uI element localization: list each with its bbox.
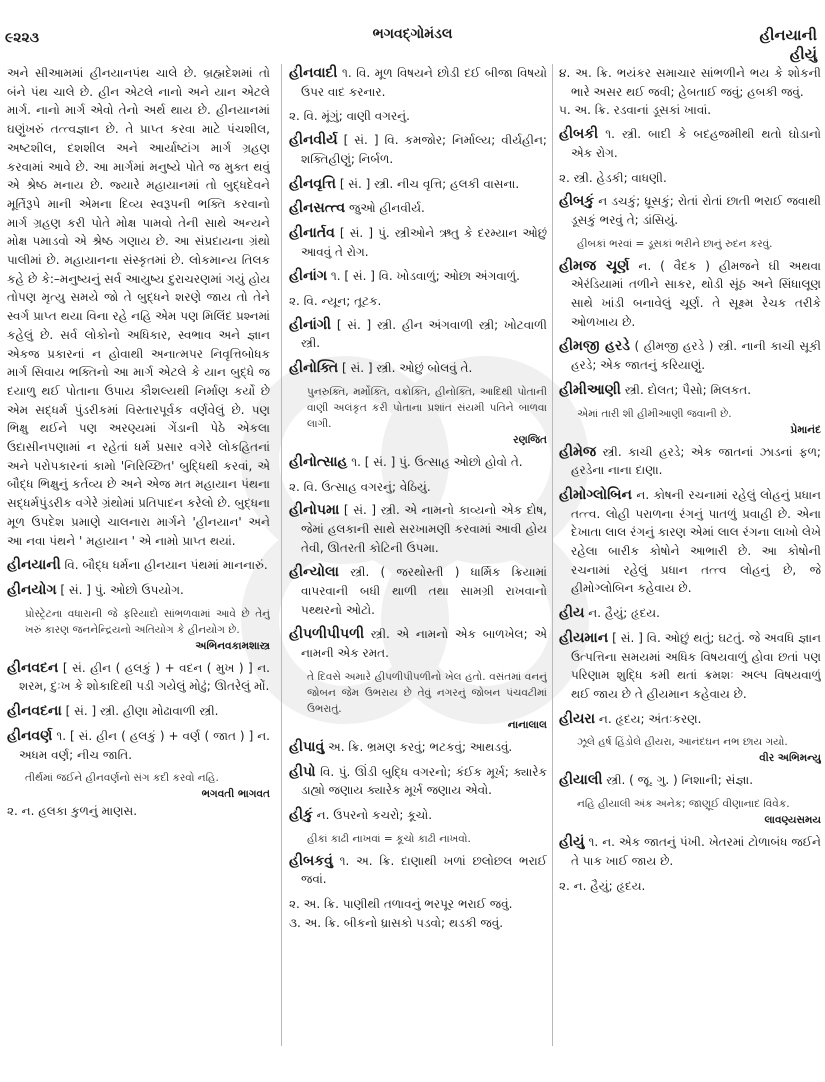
definition: [ સં. ] પું. ઓછો ઉપયોગ. — [60, 582, 184, 597]
definition: ન. હૈયું; હૃદય. — [588, 606, 660, 621]
headword: હીબકી — [559, 126, 599, 143]
definition: ૧. [ સં. ] પું. ઉત્સાહ ઓછો હોવો તે. — [351, 454, 523, 469]
definition: ન. ( વૈદક ) હીમજને ઘી અથવા એરંડિયામાં તળીને સાકર, થોડી સૂંઠ અને સિંધાલૂણ સાથે ખાંડી બનાવેલું ચૂર્ણ. તે સૂક્ષ્મ રેચક તરીકે ઓળખાય છે. — [571, 258, 821, 329]
usage-quote: તીર્થમાં જઈને હીનવર્ણનો સંગ કદી કરવો નહિ. — [25, 772, 219, 785]
dictionary-entry — [289, 175, 547, 194]
entry-line — [289, 224, 547, 261]
guide-word-first: હીનયાની — [759, 26, 817, 44]
sense: ૪. અ. ક્રિ. ભયંકર સમાચાર સાંભળીને ભય કે શોકની ભારે અસર થઈ જવી; હેબતાઈ જવું; હબકી જવું. — [559, 66, 821, 99]
sense: ૩. અ. ક્રિ. બીકનો ધ્રાસકો પડવો; થડકી જવું. — [289, 915, 504, 930]
headword: હીમીઆણી — [559, 381, 621, 398]
dictionary-entry — [289, 224, 547, 261]
dictionary-entry — [559, 710, 821, 767]
dictionary-entry — [559, 629, 821, 704]
headword: હીનવદના — [7, 703, 62, 720]
dictionary-entry — [289, 625, 547, 732]
entry-line — [7, 581, 270, 600]
definition: જુઓ હીનવીર્ય. — [348, 201, 425, 216]
entry-line — [289, 852, 547, 889]
dictionary-entry — [559, 125, 821, 187]
sense: ૨. વિ. ન્યૂન; તૂટક. — [289, 294, 382, 309]
headword: હીનયાની — [7, 557, 61, 574]
definition: ન. કોષની રચનામાં રહેલું લોહનું પ્રધાન તત્ત્વ. લોહી પરાળના રંગનું પાતળું પ્રવાહી છે. એના દેખાતા લાલ રંગનું કારણ એમાં લાલ રંગના લાખો લેખે રહેલા બારીક કોષોને આભારી છે. આ કોષોની રચનામાં રહેલું પ્રધાન તત્ત્વ લોહનું છે, જે હીમોગ્લોબિન કહેવાય છે. — [571, 487, 821, 596]
entry-line — [289, 359, 547, 378]
usage-quote: હીકાં કાઢી નાખવાં = કૂચો કાઢી નાખવો. — [307, 832, 471, 845]
headword: હીયું — [559, 834, 585, 851]
headword: હીકું — [289, 806, 313, 823]
usage-quote: નહિ હીયાલી અંક અનેક; જાણૂઈ વીણાનાદ વિવેક. — [577, 798, 790, 811]
entry-line — [559, 443, 821, 480]
entry-line — [289, 175, 547, 194]
definition: અ. ક્રિ. ભ્રમણ કરવું; ભટકવું; આથડવું. — [328, 739, 513, 754]
headword: હીનોક્તિ — [289, 360, 339, 377]
headword: હીપો — [289, 763, 316, 780]
dictionary-entry — [559, 337, 821, 374]
dictionary-entry — [559, 192, 821, 251]
headword: હીયમાન — [559, 629, 609, 646]
entry-line — [289, 806, 547, 825]
guide-word-last: હીયું — [789, 45, 817, 63]
dictionary-columns — [0, 64, 825, 1074]
definition: વિ. બૌદ્ધ ધર્મના હીનયાન પંથમાં માનનારું. — [64, 558, 268, 573]
headword: હીનવદન — [7, 659, 59, 676]
usage-quote: ઝૂલે હર્ષ હિંડોલે હીયરા, આનંદઘન નભ છાય ગયો. — [577, 736, 788, 749]
headword: હીનાર્તવ — [289, 224, 335, 241]
usage-quote: એમાં તારી શી હીમીઆણી જવાની છે. — [577, 407, 732, 420]
entry-line — [559, 771, 821, 790]
headword: હીનાંગ — [289, 268, 328, 285]
definition: ૧. ન. એક જાતનું પંખી. ખેતરમાં ટોળાબંધ જઈને તે પાક ખાઈ જાય છે. — [571, 835, 821, 868]
definition: [ સં. હીન ( હલકું ) + વદન ( મુખ ) ] ન. શરમ, દુઃખ કે શોકાદિથી પડી ગયેલું મોઢું; ઊતરેલું મોં. — [19, 660, 270, 694]
usage-quote: પ્રોસ્ટ્રેટના વધારાની જે ફરિયાદો સાંભળવામાં આવે છે તેનું ખરું કારણ જનનેન્દ્રિયનો અતિયોગ કે હીનયોગ છે. — [25, 607, 270, 636]
dictionary-entry — [559, 771, 821, 828]
headword: હીન્યોલા — [289, 564, 339, 581]
definition: ૧. [ સં. ] વિ. ખોડવાળું; ઓછા અંગવાળું. — [330, 269, 520, 284]
definition: સ્ત્રી. કાચી હરડે; એક જાતનાં ઝાડનાં ફળ; હરડેના નાના દાણા. — [571, 444, 821, 478]
sense: ૨. ન. હૈયું; હૃદય. — [559, 878, 646, 893]
headword: હીનાંગી — [289, 316, 332, 333]
headword: હીનોત્સાહ — [289, 453, 348, 470]
dictionary-entry — [289, 199, 547, 218]
definition: સ્ત્રી. દોલત; પૈસો; મિલકત. — [624, 382, 752, 397]
usage-quote: પુનરુક્તિ, મર્મોક્તિ, વક્રોક્તિ, હીનોક્તિ, આદિથી પોતાની વાણી અલંકૃત કરી પોતાના પ્રશાંત સંયમી પતિને બાળવા લાગી. — [307, 385, 547, 430]
dictionary-entry — [559, 64, 821, 120]
definition: [ સં. ] સ્ત્રી. હીણા મોઢાવાળી સ્ત્રી. — [65, 704, 219, 719]
entry-line — [559, 629, 821, 704]
headword: હીમજ ચૂર્ણ — [559, 257, 630, 274]
quote-source: રણજિત — [513, 433, 547, 446]
entry-line — [559, 337, 821, 374]
headword: હીયરા — [559, 710, 596, 727]
continuation-paragraph: અને સીઆમમાં હીનયાનપંથ ચાલે છે. બ્રહ્મદેશમાં તો બંને પંથ ચાલે છે. હીન એટલે નાનો અને યાન એટલે માર્ગ. નાનો માર્ગ એવો તેનો અર્થ થાય છે. હીનયાનમાં ઘણુંખરું તત્ત્વજ્ઞાન છે. તે પ્રાપ્ત કરવા માટે પંચશીલ, અષ્ટશીલ, દશશીલ અને આર્યાષ્ટાંગ માર્ગ ગ્રહણ કરવામાં આવે છે. આ માર્ગમાં મનુષ્યે પોતે જ મુક્ત થવું એ શ્રેષ્ઠ મનાય છે. જ્યારે મહાયાનમાં તો બુદ્ધદેવને મૂર્તિરૂપે માની એમના દિવ્ય સ્વરૂપની ભક્તિ કરવાનો માર્ગ ગ્રહણ કરી પોતે મોક્ષ પામવો તેની સાથે અન્યને મોક્ષ પમાડવો એ શ્રેષ્ઠ ગણાય છે. આ સંપ્રદાયના ગ્રંથો પાલીમાં છે. મહાયાનના સંસ્કૃતમાં છે. લોકમાન્ય તિલક કહે છે કે:–મનુષ્યનું સર્વ આયુષ્ય દુરાચરણમાં ગયું હોય તોપણ મૃત્યુ સમયે જો તે બુદ્ધને શરણે જાય તો તેને સ્વર્ગ પ્રાપ્ત થયા વિના રહે નહિ એમ પણ મિલિંદ પ્રશ્નમાં કહેલું છે. સર્વ લોકોનો અધિકાર, સ્વભાવ અને જ્ઞાન એકજ પ્રકારનાં ન હોવાથી અનાત્મપર નિવૃત્તિબોધક માર્ગ સિવાય ભક્તિનો આ માર્ગ એટલે કે યાન બુદ્ધે જ દયાળુ થઈ પોતાના ઉપાય કૌશલ્યથી નિર્માણ કર્યો છે એમ સદ્ધર્મ પુંડરીકમાં વિસ્તારપૂર્વક વર્ણવેલું છે. પણ ભિક્ષુ થઈને પણ અરણ્યમાં ગેંડાની પેઠે એકલા ઉદાસીનપણામાં ન રહેતાં ધર્મ પ્રસાર વગેરે લોકહિતનાં અને પરોપકારનાં કામો 'નિરિચ્છિત' બુદ્ધિથી કરવાં, એ બૌદ્ધ ભિક્ષુનું કર્તવ્ય છે અને એજ મત મહાયાન પંથના સદ્ધર્મપુંડરીક વગેરે ગ્રંથોમાં પ્રતિપાદન કરેલો છે. બુદ્ધના મૂળ ઉપદેશ પ્રમાણે ચાલનારા માર્ગને 'હીનયાન' અને આ નવા પંથને ' મહાયાન ' એ નામો પ્રાપ્ત થયાં. — [7, 66, 270, 548]
definition: ન. હૃદય; અંતઃકરણ. — [598, 711, 702, 726]
definition: ૧. [ સં. હીન ( હલકું ) + વર્ણ ( જાત ) ] ન. અધમ વર્ણ; નીચ જાતિ. — [19, 728, 270, 762]
definition: [ સં. ] સ્ત્રી. હીન અંગવાળી સ્ત્રી; ખોટવાળી સ્ત્રી. — [301, 317, 547, 351]
quote-source: લાવણ્યસમય — [764, 814, 821, 827]
entry-line — [289, 453, 547, 472]
definition: [ સં. ] સ્ત્રી. એ નામનો કાવ્યનો એક દોષ, જેમાં હલકાની સાથે સરખામણી કરવામાં આવી હોય તેવી, ઊતરતી કોટિની ઉપમા. — [301, 503, 547, 555]
definition: [ સં. ] પું. સ્ત્રીઓને ઋતુ કે દરમ્યાન ઓછું આવવું તે રોગ. — [301, 225, 547, 259]
entry-line — [7, 556, 270, 575]
column-left — [7, 64, 270, 1074]
entry-line — [559, 710, 821, 729]
guide-words — [759, 26, 817, 64]
dictionary-entry — [289, 316, 547, 353]
dictionary-entry — [559, 443, 821, 480]
usage-quote: તે દિવસે અમારે હીપળીપીપળીનો ખેલ હતો. વસંતમાં વનનું જોબન જેમ ઉભરાય છે તેવું નગરનું જોબન પંચવટીમાં ઉભરાતું. — [307, 670, 547, 715]
sense: ૨. સ્ત્રી. હેડકી; વાધણી. — [559, 170, 667, 185]
entry-line — [289, 738, 547, 757]
dictionary-entry — [559, 486, 821, 598]
dictionary-entry — [289, 131, 547, 168]
definition: સ્ત્રી. ( જરથોસ્તી ) ધાર્મિક ક્રિયામાં વાપરવાની બધી થાળી તથા સામગ્રી રાખવાનો પથ્થરનો ઓટો. — [301, 565, 547, 617]
running-title: ભગવદ્ગોમંડલ — [372, 26, 453, 42]
definition: ૧. વિ. મૂળ વિષયને છોડી દઈ બીજા વિષયો ઉપર વાદ કરનાર. — [301, 66, 547, 99]
dictionary-entry — [289, 852, 547, 933]
dictionary-entry — [289, 563, 547, 619]
entry-line — [7, 727, 270, 764]
entry-line — [559, 833, 821, 870]
definition: ૧. અ. ક્રિ. દાણાથી ખળાં છલોછલ ભરાઈ જવાં. — [301, 853, 547, 887]
headword: હીનવૃત્તિ — [289, 175, 336, 192]
dictionary-entry — [7, 581, 270, 654]
definition: [ સં. ] વિ. કમજોર; નિર્માલ્ય; વીર્યહીન; શક્તિહીણું; નિર્બળ. — [301, 133, 547, 166]
entry-line — [289, 64, 547, 101]
quote-source: ભગવતી ભાગવત — [201, 788, 270, 801]
entry-line — [289, 625, 547, 662]
headword: હીનવાદી — [289, 65, 338, 81]
entry-line — [559, 125, 821, 162]
dictionary-entry — [559, 833, 821, 895]
entry-line — [289, 131, 547, 168]
dictionary-entry — [289, 763, 547, 800]
headword: હીનસત્ત્વ — [289, 200, 346, 217]
quote-source: પ્રેમાનંદ — [790, 423, 821, 436]
column-middle — [283, 64, 547, 1074]
headword: હીમજી હરડે — [559, 338, 630, 355]
quote-source: નાનાલાલ — [507, 718, 547, 731]
dictionary-entry — [289, 738, 547, 757]
definition: [ સં. ] વિ. ઓછું થતું; ઘટતું. જે અવધિ જ્ઞાન ઉત્પત્તિના સમયમાં અધિક વિષયવાળું હોવા છતાં પણ પરિણામ શુદ્ધિ કમી થતાં ક્રમશઃ અલ્પ વિષયવાળું થઈ જાય છે તે હીયમાન કહેવાય છે. — [571, 630, 821, 701]
quote-source: અભિનવકામશાસ્ત્ર — [195, 639, 270, 652]
quote-source: વીર અભિમન્યુ — [759, 752, 821, 765]
definition: ૧. સ્ત્રી. બાદી કે બદહજમીથી થતો ઘોડાનો એક રોગ. — [571, 127, 821, 160]
page-header — [0, 0, 825, 63]
entry-line — [559, 192, 821, 229]
dictionary-entry — [289, 501, 547, 557]
entry-line — [559, 381, 821, 400]
sense: ૨. ન. હલકા કુળનું માણસ. — [7, 804, 138, 819]
definition: ન. ઉપરનો કચરો; કૂચો. — [316, 807, 433, 822]
page-number: ૯૨૨૩ — [5, 30, 40, 46]
entry-line — [559, 604, 821, 623]
headword: હીનયોગ — [7, 581, 57, 598]
dictionary-entry — [289, 267, 547, 310]
dictionary-entry — [7, 659, 270, 696]
definition: વિ. પું. ઊંડી બુદ્ધિ વગરનો; કંઈક મૂર્ખ; ક્યારેક ડાહ્યો જણાય ક્યારેક મૂર્ખ જણાય એવો. — [301, 764, 547, 798]
usage-quote: હીબકાં ભરવાં = ડૂસકાં ભરીને છાનું રુદન કરવું. — [577, 237, 773, 250]
entry-line — [289, 563, 547, 619]
headword: હીપાવું — [289, 738, 325, 755]
headword: હીનોપમા — [289, 502, 340, 519]
headword: હીબકવું — [289, 852, 333, 869]
sense: ૫. અ. ક્રિ. રડવાનાં ડૂસકાં ખાવાં. — [559, 103, 712, 118]
dictionary-entry — [7, 556, 270, 575]
entry-line — [289, 316, 547, 353]
dictionary-entry — [559, 257, 821, 332]
dictionary-entry — [289, 806, 547, 847]
entry-line — [289, 267, 547, 286]
definition: સ્ત્રી. એ નામનો એક બાળખેલ; એ નામની એક રમત. — [301, 627, 547, 661]
entry-line — [559, 257, 821, 332]
column-right — [555, 64, 821, 1074]
dictionary-entry — [289, 453, 547, 496]
dictionary-entry — [7, 702, 270, 721]
entry-line — [7, 659, 270, 696]
headword: હીનવર્ણ — [7, 727, 53, 744]
entry-line — [7, 702, 270, 721]
entry-line — [289, 763, 547, 800]
sense: ૨. વિ. મૂંગું; વાણી વગરનું. — [289, 109, 410, 124]
entry-line — [559, 486, 821, 598]
definition: ( હીમજી હરડે ) સ્ત્રી. નાની કાચી સૂકી હરડે; એક જાતનું કરિયાણું. — [571, 339, 821, 373]
headword: હીમેજ — [559, 443, 597, 460]
headword: હીપળીપીપળી — [289, 626, 365, 643]
definition: [ સં. ] સ્ત્રી. નીચ વૃત્તિ; હલકી વાસના. — [339, 176, 520, 191]
definition: સ્ત્રી. ( જૂ. ગુ. ) નિશાની; સંજ્ઞા. — [606, 773, 754, 788]
sense: ૨. વિ. ઉત્સાહ વગરનું; વેઠિયું. — [289, 479, 431, 494]
dictionary-entry — [559, 604, 821, 623]
definition: [ સં. ] સ્ત્રી. ઓછું બોલવું તે. — [341, 361, 473, 376]
headword: હીનવીર્ય — [289, 132, 338, 149]
headword: હીમોગ્લોબિન — [559, 486, 632, 503]
headword: હીયાલી — [559, 772, 603, 789]
entry-line — [289, 199, 547, 218]
dictionary-entry — [7, 727, 270, 821]
sense: ૨. અ. ક્રિ. પાણીથી તળાવનું ભરપૂર ભરાઈ જવું. — [289, 897, 513, 912]
headword: હીબકું — [559, 193, 595, 210]
dictionary-entry — [289, 64, 547, 126]
dictionary-entry — [289, 359, 547, 448]
entry-line — [289, 501, 547, 557]
dictionary-entry — [559, 381, 821, 438]
headword: હીય — [559, 605, 585, 622]
definition: ન ડચકું; ધ્રૂસકું; રોતાં રોતાં છાતી ભરાઈ જવાથી ડૂસકું ભરવું તે; ડાંસિયું. — [571, 194, 821, 227]
